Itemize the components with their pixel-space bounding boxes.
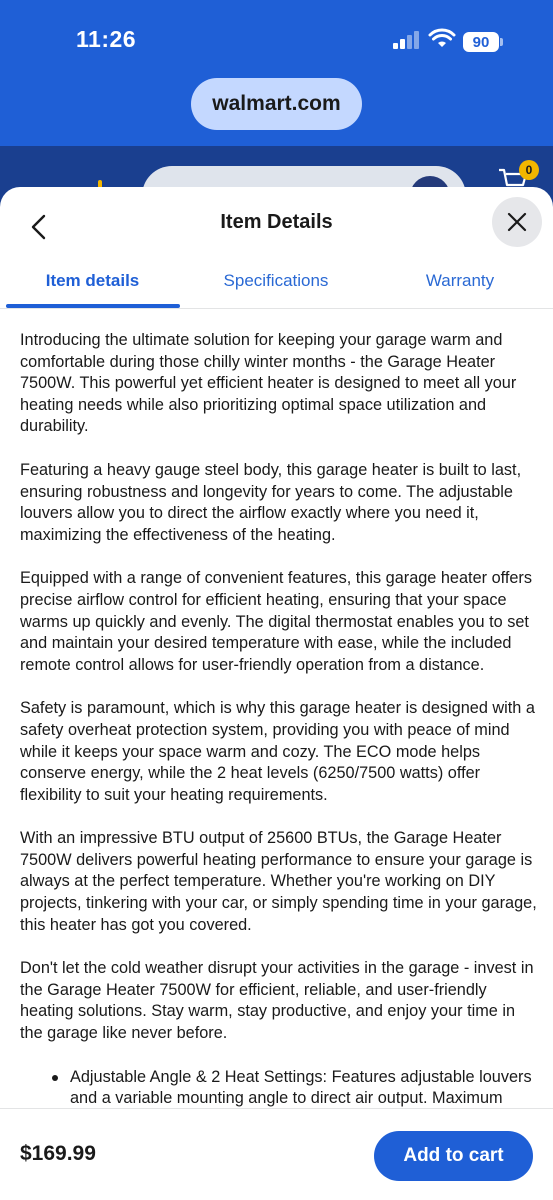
tab-item-details[interactable]: Item details bbox=[45, 271, 140, 290]
battery-level: 90 bbox=[463, 32, 499, 52]
tab-specifications[interactable]: Specifications bbox=[223, 271, 329, 290]
price: $169.99 bbox=[20, 1142, 96, 1165]
description-paragraph: Featuring a heavy gauge steel body, this garage heater is built to last, ensuring robustness and longevity for years to come. The adjustable louvers allow you to direct the airflow exactly where you need it, maximizing the effectiveness of the heating. bbox=[20, 460, 522, 544]
status-time: 11:26 bbox=[76, 26, 137, 52]
item-description[interactable] bbox=[20, 330, 538, 1110]
sheet-header bbox=[0, 187, 553, 263]
description-paragraph: Don't let the cold weather disrupt your activities in the garage - invest in the Garage Heater 7500W for efficient, reliable, and user-friendly heating solutions. Stay warm, stay productive, and enjoy your time in the garage like never before. bbox=[20, 959, 534, 1043]
description-paragraph: Equipped with a range of convenient features, this garage heater offers precise airflow control for efficient heating, ensuring that your space warms up quickly and evenly. The digital thermostat enables you to set and maintain your desired temperature with ease, while the included remote control allows for user-friendly operation from a distance. bbox=[20, 569, 532, 674]
browser-chrome bbox=[0, 0, 553, 146]
item-details-sheet bbox=[0, 187, 553, 1200]
feature-list-item: Adjustable Angle & 2 Heat Settings: Features adjustable louvers and a variable mounting angle to direct air output. Maximum bbox=[54, 1067, 538, 1132]
active-tab-indicator bbox=[6, 304, 180, 308]
wifi-icon bbox=[429, 30, 455, 54]
description-paragraph: Safety is paramount, which is why this garage heater is designed with a safety overheat protection system, providing you with peace of mind while it keeps your space warm and cozy. The ECO mode helps conserve energy, while the 2 heat levels (6250/7500 watts) offer flexibility to suit your heating requirements. bbox=[20, 699, 535, 804]
cart-count-badge: 0 bbox=[519, 160, 539, 180]
description-paragraph: With an impressive BTU output of 25600 BTUs, the Garage Heater 7500W delivers powerful heating performance to ensure your garage is always at the perfect temperature. Whether you're working on DIY projects, tinkering with your car, or simply spending time in your garage, this heater has got you covered. bbox=[20, 829, 537, 934]
battery-icon bbox=[463, 32, 503, 52]
sheet-title: Item Details bbox=[220, 211, 333, 233]
close-icon bbox=[507, 212, 527, 232]
signal-icon bbox=[393, 31, 421, 54]
add-to-cart-button[interactable]: Add to cart bbox=[374, 1131, 533, 1181]
tab-bar bbox=[0, 263, 553, 309]
url-bar[interactable]: walmart.com bbox=[191, 78, 362, 130]
description-paragraph: Introducing the ultimate solution for keeping your garage warm and comfortable during those chilly winter months - the Garage Heater 7500W. This powerful yet efficient heater is designed to meet all your heating needs while also prioritizing optimal space utilization and durability. bbox=[20, 331, 517, 436]
purchase-footer bbox=[0, 1108, 553, 1200]
tab-warranty[interactable]: Warranty bbox=[425, 271, 495, 290]
close-button[interactable] bbox=[492, 197, 542, 247]
status-icons bbox=[393, 30, 503, 54]
